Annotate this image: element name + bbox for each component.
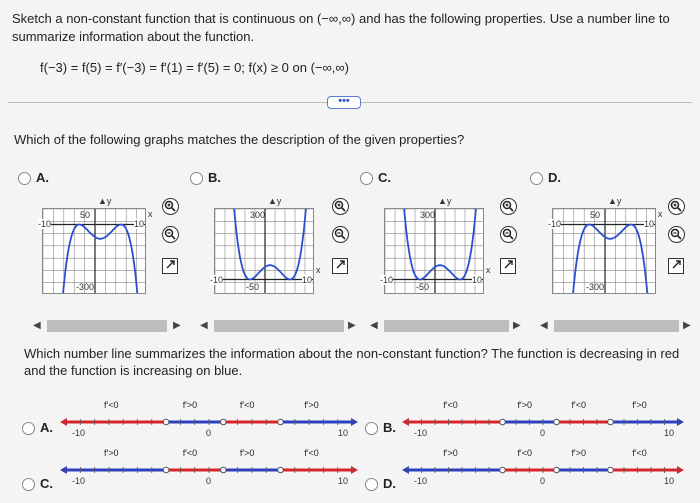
zoom-out-icon[interactable] xyxy=(668,226,685,243)
scrollbar-c[interactable] xyxy=(370,320,525,332)
part1-prompt: Which of the following graphs matches the description of the given properties? xyxy=(14,132,465,147)
graph-svg xyxy=(43,209,146,294)
x-left-label: -10 xyxy=(548,219,562,230)
option-radio[interactable] xyxy=(18,172,31,185)
y-axis-name: ▲y xyxy=(438,196,452,206)
zoom-out-icon[interactable] xyxy=(332,226,349,243)
axis-min-label: -10 xyxy=(72,476,86,486)
derivative-sign-label: f′<0 xyxy=(182,448,198,458)
y-top-label: 50 xyxy=(590,210,601,220)
x-right-label: 10 xyxy=(472,274,483,285)
scroll-right-icon[interactable]: ▶ xyxy=(683,320,691,331)
axis-max-label: 10 xyxy=(664,428,675,438)
derivative-sign-label: f′<0 xyxy=(517,448,532,458)
option-label: C. xyxy=(40,476,53,491)
y-axis-name: ▲y xyxy=(608,196,622,206)
scroll-left-icon[interactable]: ◀ xyxy=(540,320,548,331)
option-radio[interactable] xyxy=(22,478,35,491)
x-axis-name: x xyxy=(658,209,663,220)
critical-point xyxy=(278,419,284,425)
zoom-out-icon[interactable] xyxy=(162,226,179,243)
derivative-sign-label: f′>0 xyxy=(239,448,255,458)
scroll-right-icon[interactable]: ▶ xyxy=(348,320,356,331)
critical-point xyxy=(608,467,614,473)
scroll-left-icon[interactable]: ◀ xyxy=(370,320,378,331)
x-left-label: -10 xyxy=(38,219,52,230)
scroll-left-icon[interactable]: ◀ xyxy=(200,320,208,331)
critical-point xyxy=(554,467,560,473)
critical-point xyxy=(500,467,506,473)
axis-max-label: 10 xyxy=(338,476,349,486)
derivative-sign-label: f′>0 xyxy=(632,400,647,410)
y-bottom-label: -300 xyxy=(76,282,95,292)
graph-svg xyxy=(553,209,656,294)
derivative-sign-label: f′>0 xyxy=(443,448,458,458)
option-label: A. xyxy=(40,420,53,435)
popout-icon[interactable] xyxy=(332,258,348,274)
option-radio[interactable] xyxy=(22,422,35,435)
derivative-sign-label: f′<0 xyxy=(632,448,647,458)
y-bottom-label: -50 xyxy=(246,282,260,292)
option-label: B. xyxy=(208,170,221,185)
x-right-label: 10 xyxy=(134,219,145,230)
option-label: A. xyxy=(36,170,49,185)
option-radio[interactable] xyxy=(365,422,378,435)
derivative-sign-label: f′<0 xyxy=(571,400,586,410)
axis-max-label: 10 xyxy=(664,476,675,486)
zoom-in-icon[interactable] xyxy=(162,198,179,215)
axis-zero-label: 0 xyxy=(206,476,212,486)
more-button[interactable]: ••• xyxy=(327,96,361,109)
question-text: Sketch a non-constant function that is continuous on (−∞,∞) and has the following properties. Use a number line to summarize information about the function. xyxy=(12,11,670,44)
graph-b[interactable] xyxy=(214,208,314,294)
option-label: B. xyxy=(383,420,396,435)
y-axis-name: ▲y xyxy=(268,196,282,206)
y-axis-name: ▲y xyxy=(98,196,112,206)
scroll-right-icon[interactable]: ▶ xyxy=(513,320,521,331)
derivative-sign-label: f′>0 xyxy=(571,448,586,458)
option-radio[interactable] xyxy=(190,172,203,185)
scroll-left-icon[interactable]: ◀ xyxy=(33,320,41,331)
popout-icon[interactable] xyxy=(162,258,178,274)
y-top-label: 300 xyxy=(420,210,436,220)
axis-min-label: -10 xyxy=(414,428,428,438)
axis-zero-label: 0 xyxy=(540,428,546,438)
option-label: D. xyxy=(383,476,396,491)
scrollbar-d[interactable] xyxy=(540,320,695,332)
derivative-sign-label: f′<0 xyxy=(304,448,319,458)
question-formula: f(−3) = f(5) = f′(−3) = f′(1) = f′(5) = 0; f(x) ≥ 0 on (−∞,∞) xyxy=(40,60,349,75)
x-axis-name: x xyxy=(148,209,153,220)
critical-point xyxy=(163,419,169,425)
option-radio[interactable] xyxy=(360,172,373,185)
zoom-in-icon[interactable] xyxy=(668,198,685,215)
scroll-right-icon[interactable]: ▶ xyxy=(173,320,181,331)
part2-prompt: Which number line summarizes the information about the non-constant function? The function is decreasing in red and the function is increasing on blue. xyxy=(24,346,680,378)
y-bottom-label: -50 xyxy=(416,282,430,292)
y-top-label: 300 xyxy=(250,210,266,220)
zoom-in-icon[interactable] xyxy=(332,198,349,215)
x-axis-name: x xyxy=(316,264,321,275)
axis-zero-label: 0 xyxy=(540,476,546,486)
x-right-label: 10 xyxy=(644,219,655,230)
y-bottom-label: -300 xyxy=(586,282,605,292)
axis-max-label: 10 xyxy=(338,428,349,438)
x-left-label: -10 xyxy=(210,274,224,285)
x-left-label: -10 xyxy=(380,274,394,285)
critical-point xyxy=(608,419,614,425)
popout-icon[interactable] xyxy=(500,258,516,274)
popout-icon[interactable] xyxy=(668,258,684,274)
x-right-label: 10 xyxy=(302,274,313,285)
option-label: C. xyxy=(378,170,391,185)
derivative-sign-label: f′>0 xyxy=(104,448,119,458)
x-axis-name: x xyxy=(486,264,491,275)
graph-svg xyxy=(385,209,484,294)
critical-point xyxy=(221,467,227,473)
critical-point xyxy=(278,467,284,473)
scrollbar-a[interactable] xyxy=(33,320,183,332)
derivative-sign-label: f′>0 xyxy=(182,400,198,410)
zoom-out-icon[interactable] xyxy=(500,226,517,243)
option-radio[interactable] xyxy=(365,478,378,491)
axis-min-label: -10 xyxy=(72,428,86,438)
graph-c[interactable] xyxy=(384,208,484,294)
critical-point xyxy=(221,419,227,425)
critical-point xyxy=(163,467,169,473)
option-radio[interactable] xyxy=(530,172,543,185)
derivative-sign-label: f′<0 xyxy=(104,400,119,410)
scrollbar-b[interactable] xyxy=(200,320,360,332)
critical-point xyxy=(554,419,560,425)
axis-zero-label: 0 xyxy=(206,428,212,438)
derivative-sign-label: f′>0 xyxy=(517,400,532,410)
derivative-sign-label: f′<0 xyxy=(239,400,255,410)
derivative-sign-label: f′>0 xyxy=(304,400,319,410)
critical-point xyxy=(500,419,506,425)
zoom-in-icon[interactable] xyxy=(500,198,517,215)
axis-min-label: -10 xyxy=(414,476,428,486)
graph-svg xyxy=(215,209,314,294)
y-top-label: 50 xyxy=(80,210,91,220)
option-label: D. xyxy=(548,170,561,185)
derivative-sign-label: f′<0 xyxy=(443,400,458,410)
